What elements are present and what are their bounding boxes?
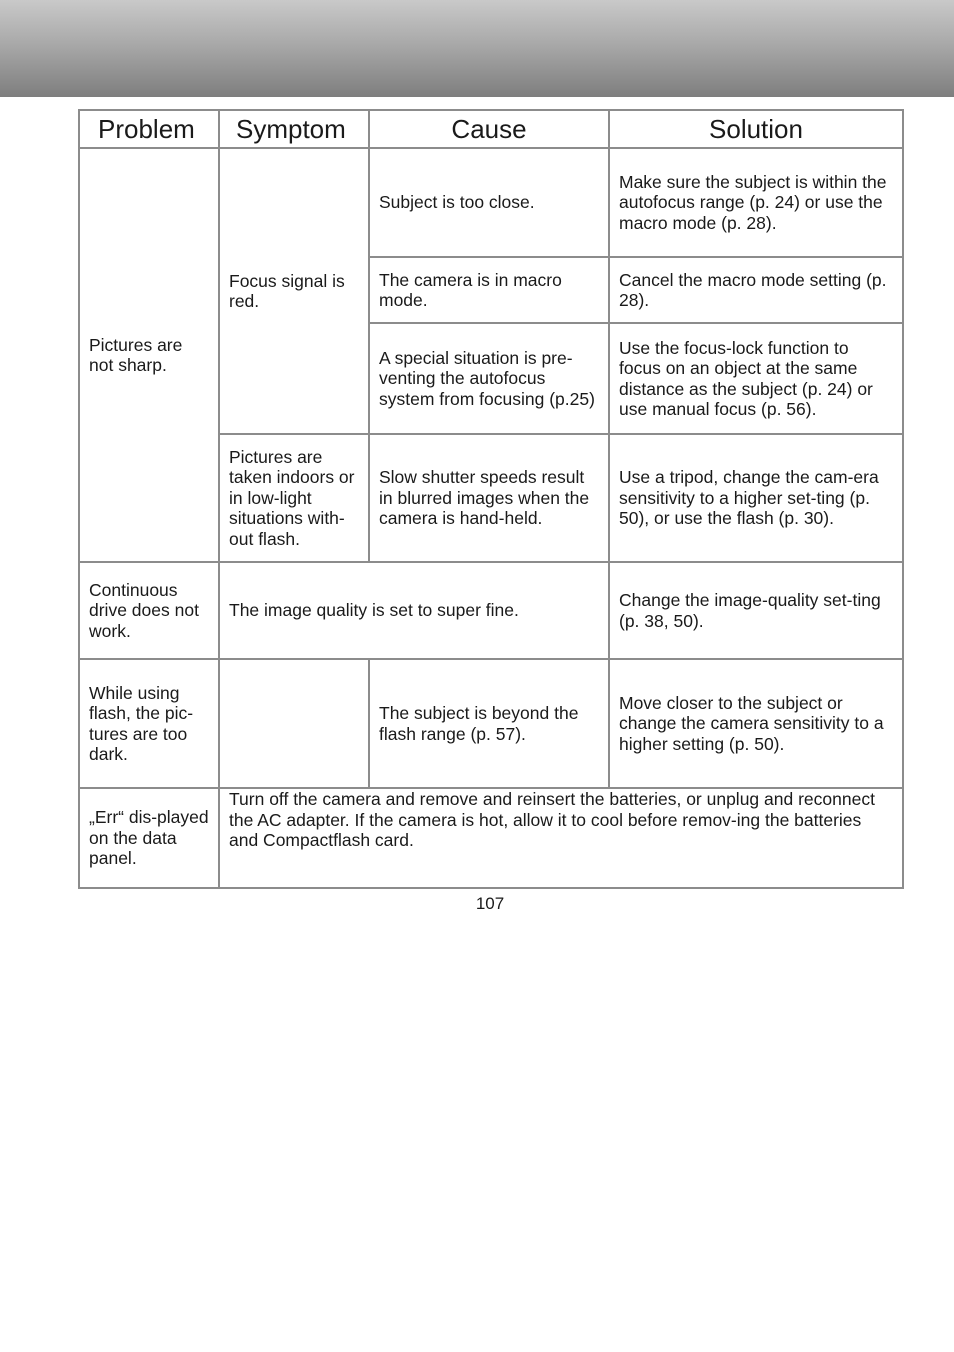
table-row: [79, 659, 903, 788]
cause-cell: The image quality is set to super fine.: [219, 562, 609, 659]
cause-cell: Subject is too close.: [369, 148, 609, 257]
table-row: [79, 788, 903, 888]
symptom-cell: [219, 659, 369, 788]
problem-cell: Continuous drive does not work.: [79, 562, 219, 659]
table-row: [79, 562, 903, 659]
header-solution: Solution: [609, 110, 903, 148]
cause-cell: Slow shutter speeds result in blurred images when the camera is hand-held.: [369, 434, 609, 562]
header-problem: Problem: [79, 110, 219, 148]
problem-cell: While using flash, the pic-tures are too dark.: [79, 659, 219, 788]
problem-cell: „Err“ dis-played on the data panel.: [79, 788, 219, 888]
solution-cell: Use a tripod, change the cam-era sensitivity to a higher set-ting (p. 50), or use the flash (p. 30).: [609, 434, 903, 562]
header-symptom: Symptom: [219, 110, 369, 148]
solution-cell: Cancel the macro mode setting (p. 28).: [609, 257, 903, 323]
table-header-row: [79, 110, 903, 148]
table-row: [79, 148, 903, 257]
troubleshooting-table: [78, 109, 904, 889]
solution-cell: Make sure the subject is within the autofocus range (p. 24) or use the macro mode (p. 28).: [609, 148, 903, 257]
problem-cell: Pictures are not sharp.: [79, 148, 219, 562]
symptom-cell: Focus signal is red.: [219, 148, 369, 434]
cause-cell: The subject is beyond the flash range (p. 57).: [369, 659, 609, 788]
solution-cell: Use the focus-lock function to focus on an object at the same distance as the subject (p. 24) or use manual focus (p. 56).: [609, 323, 903, 434]
cause-cell: The camera is in macro mode.: [369, 257, 609, 323]
header-band: [0, 0, 954, 97]
solution-cell: Change the image-quality set-ting (p. 38, 50).: [609, 562, 903, 659]
cause-cell: A special situation is pre-venting the autofocus system from focusing (p.25): [369, 323, 609, 434]
symptom-cell: Pictures are taken indoors or in low-light situations with-out flash.: [219, 434, 369, 562]
solution-cell: Turn off the camera and remove and reinsert the batteries, or unplug and reconnect the AC adapter. If the camera is hot, allow it to cool before remov-ing the batteries and Compactflash card.: [219, 788, 903, 888]
page-number: 107: [475, 894, 505, 913]
header-cause: Cause: [369, 110, 609, 148]
solution-cell: Move closer to the subject or change the camera sensitivity to a higher setting (p. 50).: [609, 659, 903, 788]
